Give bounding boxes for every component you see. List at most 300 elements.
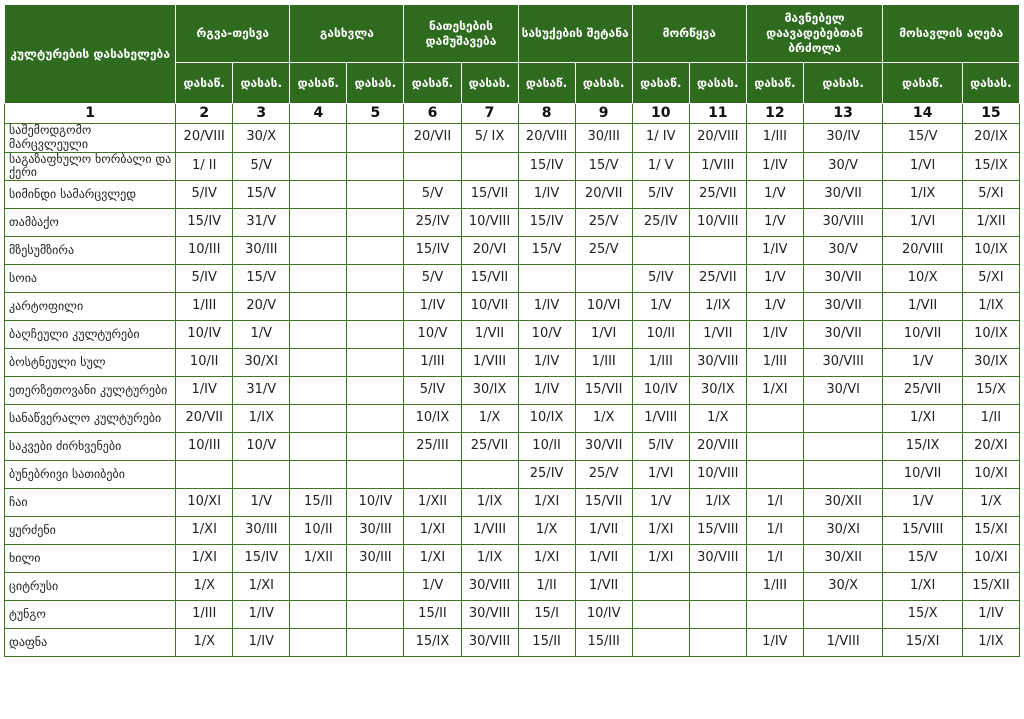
- date-cell: 15/V: [233, 265, 290, 293]
- date-cell: 1/IX: [689, 293, 746, 321]
- date-cell: 20/VII: [176, 405, 233, 433]
- date-cell: 10/XI: [176, 489, 233, 517]
- date-cell: 1/VII: [883, 293, 962, 321]
- date-cell: 1/XI: [404, 545, 461, 573]
- date-cell: 10/IV: [347, 489, 404, 517]
- date-cell: 25/VII: [689, 181, 746, 209]
- date-cell: [404, 152, 461, 181]
- date-cell: [290, 461, 347, 489]
- date-cell: 1/III: [746, 124, 803, 153]
- date-cell: 15/VII: [461, 265, 518, 293]
- date-cell: 1/II: [962, 405, 1019, 433]
- date-cell: 25/VII: [461, 433, 518, 461]
- date-cell: [803, 461, 883, 489]
- date-cell: 20/VIII: [689, 124, 746, 153]
- date-cell: 5/ IX: [461, 124, 518, 153]
- date-cell: 1/XI: [632, 517, 689, 545]
- date-cell: 1/ II: [176, 152, 233, 181]
- column-number: 13: [803, 104, 883, 124]
- date-cell: 15/V: [883, 545, 962, 573]
- date-cell: 10/XI: [962, 545, 1019, 573]
- date-cell: [347, 181, 404, 209]
- date-cell: [290, 209, 347, 237]
- date-cell: 10/II: [290, 517, 347, 545]
- date-cell: 1/VII: [461, 321, 518, 349]
- table-row: [5, 405, 1020, 433]
- date-cell: 15/IV: [233, 545, 290, 573]
- date-cell: [233, 461, 290, 489]
- date-cell: 1/X: [176, 629, 233, 657]
- date-cell: 1/III: [176, 601, 233, 629]
- date-cell: 1/III: [176, 293, 233, 321]
- date-cell: [290, 433, 347, 461]
- date-cell: 1/XI: [883, 405, 962, 433]
- crop-name: ეთერზეთოვანი კულტურები: [5, 377, 176, 405]
- date-cell: 15/I: [518, 601, 575, 629]
- date-cell: [461, 152, 518, 181]
- date-cell: [347, 293, 404, 321]
- date-cell: 1/III: [632, 349, 689, 377]
- table-row: [5, 433, 1020, 461]
- header-fertilizing: სასუქების შეტანა: [518, 5, 632, 63]
- date-cell: 30/VIII: [689, 349, 746, 377]
- column-number: 9: [575, 104, 632, 124]
- date-cell: 20/VIII: [883, 237, 962, 265]
- date-cell: 1/IX: [233, 405, 290, 433]
- date-cell: 25/V: [575, 461, 632, 489]
- date-cell: 30/III: [347, 517, 404, 545]
- table-row: [5, 573, 1020, 601]
- date-cell: 1/VI: [632, 461, 689, 489]
- date-cell: 15/VII: [575, 489, 632, 517]
- date-cell: 1/X: [575, 405, 632, 433]
- date-cell: 10/IX: [962, 321, 1019, 349]
- date-cell: 1/IX: [883, 181, 962, 209]
- subheader-start: დასაწ.: [404, 63, 461, 104]
- date-cell: 1/XI: [883, 573, 962, 601]
- date-cell: 15/XI: [883, 629, 962, 657]
- date-cell: [461, 461, 518, 489]
- crop-name: ხილი: [5, 545, 176, 573]
- date-cell: [803, 405, 883, 433]
- date-cell: [347, 629, 404, 657]
- column-number: 7: [461, 104, 518, 124]
- subheader-end: დასას.: [461, 63, 518, 104]
- date-cell: 5/IV: [632, 265, 689, 293]
- date-cell: 15/IV: [518, 209, 575, 237]
- date-cell: 30/VII: [803, 293, 883, 321]
- date-cell: 1/V: [632, 489, 689, 517]
- date-cell: 10/III: [176, 237, 233, 265]
- date-cell: 1/VII: [689, 321, 746, 349]
- date-cell: 31/V: [233, 209, 290, 237]
- date-cell: 10/XI: [962, 461, 1019, 489]
- date-cell: 10/IV: [176, 321, 233, 349]
- column-number: 6: [404, 104, 461, 124]
- date-cell: [290, 237, 347, 265]
- header-pest-control: მავნებელ დაავადებებთან ბრძოლა: [746, 5, 883, 63]
- table-row: [5, 293, 1020, 321]
- column-number: 3: [233, 104, 290, 124]
- date-cell: 25/VII: [883, 377, 962, 405]
- column-number: 4: [290, 104, 347, 124]
- date-cell: 15/IX: [883, 433, 962, 461]
- date-cell: [347, 209, 404, 237]
- date-cell: [347, 461, 404, 489]
- date-cell: 10/VIII: [689, 461, 746, 489]
- date-cell: 15/II: [404, 601, 461, 629]
- date-cell: 30/V: [803, 152, 883, 181]
- date-cell: 5/XI: [962, 265, 1019, 293]
- subheader-end: დასას.: [689, 63, 746, 104]
- date-cell: 15/V: [883, 124, 962, 153]
- date-cell: 10/VII: [461, 293, 518, 321]
- subheader-end: დასას.: [803, 63, 883, 104]
- date-cell: 1/X: [461, 405, 518, 433]
- date-cell: 20/VI: [461, 237, 518, 265]
- date-cell: 15/VII: [575, 377, 632, 405]
- date-cell: 5/IV: [632, 181, 689, 209]
- date-cell: 20/V: [233, 293, 290, 321]
- date-cell: 30/V: [803, 237, 883, 265]
- date-cell: 1/VIII: [689, 152, 746, 181]
- date-cell: 10/V: [233, 433, 290, 461]
- date-cell: 1/III: [746, 349, 803, 377]
- date-cell: 15/VIII: [883, 517, 962, 545]
- column-number: 1: [5, 104, 176, 124]
- column-number: 11: [689, 104, 746, 124]
- date-cell: 1/IV: [746, 237, 803, 265]
- date-cell: 15/VII: [461, 181, 518, 209]
- date-cell: 30/XII: [803, 489, 883, 517]
- date-cell: 1/I: [746, 545, 803, 573]
- table-row: [5, 265, 1020, 293]
- date-cell: 25/VII: [689, 265, 746, 293]
- date-cell: [632, 629, 689, 657]
- table-row: [5, 321, 1020, 349]
- date-cell: 1/IX: [461, 489, 518, 517]
- date-cell: 1/XI: [518, 489, 575, 517]
- date-cell: 15/IX: [404, 629, 461, 657]
- date-cell: [290, 124, 347, 153]
- date-cell: 10/IX: [962, 237, 1019, 265]
- date-cell: [689, 629, 746, 657]
- table-row: [5, 629, 1020, 657]
- date-cell: [632, 237, 689, 265]
- date-cell: 30/III: [347, 545, 404, 573]
- date-cell: 10/IV: [575, 601, 632, 629]
- date-cell: 10/VIII: [461, 209, 518, 237]
- date-cell: 20/IX: [962, 124, 1019, 153]
- date-cell: [290, 573, 347, 601]
- date-cell: 1/XI: [632, 545, 689, 573]
- date-cell: [347, 152, 404, 181]
- subheader-start: დასაწ.: [632, 63, 689, 104]
- date-cell: 1/III: [746, 573, 803, 601]
- date-cell: 1/IV: [404, 293, 461, 321]
- date-cell: [746, 405, 803, 433]
- date-cell: [632, 573, 689, 601]
- date-cell: 20/VIII: [176, 124, 233, 153]
- date-cell: 15/X: [883, 601, 962, 629]
- date-cell: 1/IV: [518, 293, 575, 321]
- date-cell: 25/IV: [518, 461, 575, 489]
- date-cell: 1/XI: [176, 517, 233, 545]
- date-cell: 15/IV: [176, 209, 233, 237]
- crop-name: სიმინდი სამარცვლედ: [5, 181, 176, 209]
- crop-name: ტუნგო: [5, 601, 176, 629]
- date-cell: [803, 433, 883, 461]
- date-cell: 1/XII: [290, 545, 347, 573]
- date-cell: 1/IV: [518, 377, 575, 405]
- date-cell: 10/VI: [575, 293, 632, 321]
- date-cell: [404, 461, 461, 489]
- date-cell: 5/V: [233, 152, 290, 181]
- table-row: [5, 349, 1020, 377]
- date-cell: 30/VII: [575, 433, 632, 461]
- date-cell: 30/XII: [803, 545, 883, 573]
- table-row: [5, 209, 1020, 237]
- date-cell: 10/IV: [632, 377, 689, 405]
- column-number: 8: [518, 104, 575, 124]
- date-cell: 30/IX: [689, 377, 746, 405]
- subheader-end: დასას.: [347, 63, 404, 104]
- crop-name: სოია: [5, 265, 176, 293]
- date-cell: 25/IV: [632, 209, 689, 237]
- crop-name: ციტრუსი: [5, 573, 176, 601]
- agro-calendar-table: [4, 4, 1020, 657]
- date-cell: 30/VI: [803, 377, 883, 405]
- date-cell: [347, 321, 404, 349]
- date-cell: 1/XII: [404, 489, 461, 517]
- date-cell: [290, 377, 347, 405]
- date-cell: 1/VII: [575, 517, 632, 545]
- crop-name: ბაღჩეული კულტურები: [5, 321, 176, 349]
- header-harvest: მოსავლის აღება: [883, 5, 1020, 63]
- date-cell: 1/III: [575, 349, 632, 377]
- date-cell: 31/V: [233, 377, 290, 405]
- subheader-start: დასაწ.: [290, 63, 347, 104]
- date-cell: [347, 237, 404, 265]
- date-cell: [347, 433, 404, 461]
- table-row: [5, 545, 1020, 573]
- date-cell: 1/IV: [518, 181, 575, 209]
- date-cell: 1/VI: [883, 209, 962, 237]
- date-cell: [347, 265, 404, 293]
- date-cell: 1/VIII: [461, 349, 518, 377]
- date-cell: 15/XII: [962, 573, 1019, 601]
- date-cell: 30/III: [575, 124, 632, 153]
- date-cell: 1/III: [404, 349, 461, 377]
- date-cell: 30/IX: [461, 377, 518, 405]
- date-cell: 5/IV: [176, 181, 233, 209]
- date-cell: 1/V: [404, 573, 461, 601]
- date-cell: 30/VIII: [689, 545, 746, 573]
- date-cell: 1/XI: [176, 545, 233, 573]
- date-cell: [746, 433, 803, 461]
- date-cell: 5/V: [404, 181, 461, 209]
- crop-name: კარტოფილი: [5, 293, 176, 321]
- date-cell: 1/VII: [575, 545, 632, 573]
- date-cell: 1/ V: [632, 152, 689, 181]
- date-cell: 1/IV: [233, 629, 290, 657]
- date-cell: [290, 152, 347, 181]
- date-cell: 1/V: [883, 489, 962, 517]
- date-cell: 1/V: [746, 209, 803, 237]
- date-cell: 10/V: [404, 321, 461, 349]
- date-cell: 1/IV: [518, 349, 575, 377]
- date-cell: 30/XI: [803, 517, 883, 545]
- date-cell: 15/IV: [404, 237, 461, 265]
- date-cell: [632, 601, 689, 629]
- date-cell: 15/XI: [962, 517, 1019, 545]
- crop-name: საკვები ძირხვენები: [5, 433, 176, 461]
- date-cell: 10/II: [518, 433, 575, 461]
- date-cell: 1/IX: [962, 293, 1019, 321]
- date-cell: 10/V: [518, 321, 575, 349]
- date-cell: [290, 349, 347, 377]
- date-cell: 1/IX: [962, 629, 1019, 657]
- date-cell: 20/VII: [404, 124, 461, 153]
- crop-name: ჩაი: [5, 489, 176, 517]
- table-row: [5, 152, 1020, 181]
- date-cell: 30/VIII: [803, 349, 883, 377]
- date-cell: 1/V: [746, 293, 803, 321]
- header-irrigation: მორწყვა: [632, 5, 746, 63]
- subheader-start: დასაწ.: [883, 63, 962, 104]
- date-cell: 1/IX: [689, 489, 746, 517]
- date-cell: 15/III: [575, 629, 632, 657]
- table-row: [5, 181, 1020, 209]
- crop-name: დაფნა: [5, 629, 176, 657]
- crop-name: მზესუმზირა: [5, 237, 176, 265]
- date-cell: 1/X: [176, 573, 233, 601]
- date-cell: 10/IX: [404, 405, 461, 433]
- date-cell: 1/IX: [461, 545, 518, 573]
- date-cell: 15/II: [518, 629, 575, 657]
- subheader-end: დასას.: [233, 63, 290, 104]
- header-cultivation: ნათესების დამუშავება: [404, 5, 518, 63]
- date-cell: 30/VII: [803, 181, 883, 209]
- date-cell: 30/X: [233, 124, 290, 153]
- date-cell: 1/V: [883, 349, 962, 377]
- date-cell: [347, 349, 404, 377]
- date-cell: 15/V: [575, 152, 632, 181]
- column-number: 15: [962, 104, 1019, 124]
- date-cell: [290, 293, 347, 321]
- date-cell: 15/IX: [962, 152, 1019, 181]
- date-cell: 5/IV: [404, 377, 461, 405]
- date-cell: 15/II: [290, 489, 347, 517]
- date-cell: [746, 461, 803, 489]
- date-cell: 30/VIII: [803, 209, 883, 237]
- column-number: 14: [883, 104, 962, 124]
- date-cell: 1/VIII: [632, 405, 689, 433]
- date-cell: 30/VIII: [461, 573, 518, 601]
- date-cell: 25/V: [575, 237, 632, 265]
- date-cell: 25/III: [404, 433, 461, 461]
- date-cell: 1/XI: [233, 573, 290, 601]
- date-cell: 10/IX: [518, 405, 575, 433]
- date-cell: 15/V: [233, 181, 290, 209]
- date-cell: 5/IV: [632, 433, 689, 461]
- date-cell: 15/X: [962, 377, 1019, 405]
- subheader-start: დასაწ.: [176, 63, 233, 104]
- date-cell: 15/V: [518, 237, 575, 265]
- date-cell: 1/V: [746, 181, 803, 209]
- date-cell: 1/X: [518, 517, 575, 545]
- date-cell: [347, 405, 404, 433]
- date-cell: 1/I: [746, 517, 803, 545]
- date-cell: 5/V: [404, 265, 461, 293]
- date-cell: 1/IV: [233, 601, 290, 629]
- column-number: 2: [176, 104, 233, 124]
- subheader-start: დასაწ.: [518, 63, 575, 104]
- date-cell: 30/VII: [803, 265, 883, 293]
- date-cell: [689, 573, 746, 601]
- date-cell: 1/V: [233, 489, 290, 517]
- date-cell: 10/II: [632, 321, 689, 349]
- crop-name: ბოსტნეული სულ: [5, 349, 176, 377]
- date-cell: [290, 265, 347, 293]
- column-number: 5: [347, 104, 404, 124]
- date-cell: 20/VIII: [518, 124, 575, 153]
- table-row: [5, 124, 1020, 153]
- column-number: 12: [746, 104, 803, 124]
- date-cell: 10/II: [176, 349, 233, 377]
- date-cell: 1/VIII: [461, 517, 518, 545]
- date-cell: 20/VIII: [689, 433, 746, 461]
- date-cell: 25/IV: [404, 209, 461, 237]
- date-cell: 1/VII: [575, 573, 632, 601]
- crop-name: საგაზაფხულო ხორბალი და ქერი: [5, 152, 176, 181]
- date-cell: 30/VIII: [461, 601, 518, 629]
- date-cell: 1/XI: [746, 377, 803, 405]
- date-cell: 5/IV: [176, 265, 233, 293]
- date-cell: 1/VI: [575, 321, 632, 349]
- date-cell: 30/IV: [803, 124, 883, 153]
- date-cell: [575, 265, 632, 293]
- date-cell: 1/IV: [746, 152, 803, 181]
- header-pruning: გასხვლა: [290, 5, 404, 63]
- date-cell: 1/XI: [518, 545, 575, 573]
- date-cell: [290, 405, 347, 433]
- date-cell: 30/XI: [233, 349, 290, 377]
- date-cell: 1/II: [518, 573, 575, 601]
- date-cell: 30/X: [803, 573, 883, 601]
- date-cell: [689, 601, 746, 629]
- column-number: 10: [632, 104, 689, 124]
- date-cell: 25/V: [575, 209, 632, 237]
- date-cell: 1/X: [689, 405, 746, 433]
- date-cell: [290, 629, 347, 657]
- date-cell: 10/X: [883, 265, 962, 293]
- date-cell: [689, 237, 746, 265]
- table-row: [5, 489, 1020, 517]
- subheader-end: დასას.: [962, 63, 1019, 104]
- crop-name: საშემოდგომო მარცვლეული: [5, 124, 176, 153]
- date-cell: [746, 601, 803, 629]
- crop-name: თამბაქო: [5, 209, 176, 237]
- date-cell: 5/XI: [962, 181, 1019, 209]
- table-row: [5, 237, 1020, 265]
- date-cell: [290, 321, 347, 349]
- header-sowing: რგვა-თესვა: [176, 5, 290, 63]
- date-cell: [347, 573, 404, 601]
- date-cell: 20/VII: [575, 181, 632, 209]
- subheader-end: დასას.: [575, 63, 632, 104]
- date-cell: 15/VIII: [689, 517, 746, 545]
